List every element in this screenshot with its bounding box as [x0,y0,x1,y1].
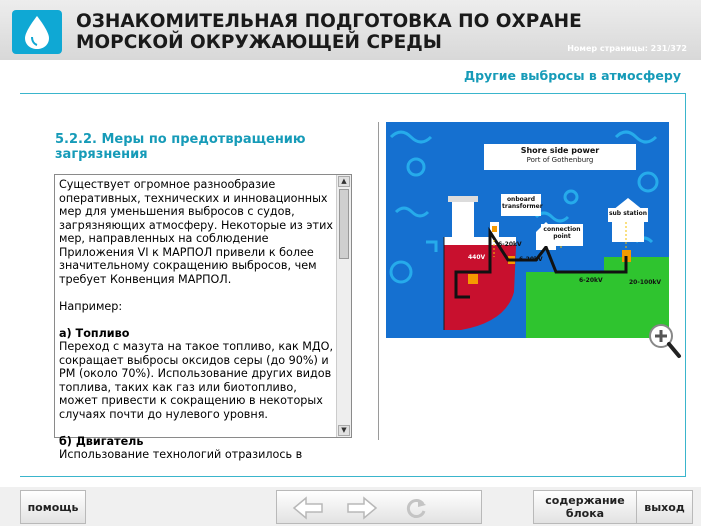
label-440v: 440V [468,254,486,261]
bottom-divider [20,476,686,477]
page-header-title [76,11,582,53]
water-drop-icon [12,10,62,54]
label-sub-station: sub station [608,210,648,217]
arrow-left-icon[interactable] [291,496,325,520]
top-divider [20,93,686,94]
figure-subtitle: Port of Gothenburg [526,156,594,164]
help-button[interactable]: помощь [20,490,86,524]
header-title-line-1: ОЗНАКОМИТЕЛЬНАЯ ПОДГОТОВКА ПО ОХРАНЕ [76,11,582,32]
zoom-in-icon[interactable] [647,322,683,360]
paragraph-example: Например: [59,299,123,313]
shore-power-illustration[interactable] [386,122,669,338]
section-title: Другие выбросы в атмосферу [463,68,681,83]
label-kv-b: 6-20kV [519,256,543,263]
footer-bar [0,487,701,526]
item-a-text: Переход с мазута на такое топливо, как МДО, сокращает выбросы оксидов серы (до 90%) и PM (около 70%). Использование других видов топлива, таких как газ или биотопливо, может привести к сокращению в некоторых случаях почти до нулевого уровня. [59,340,334,421]
header-bar [0,0,701,60]
vertical-scrollbar[interactable] [336,175,351,437]
right-divider [685,93,686,476]
scroll-down-button[interactable]: ▼ [338,425,350,436]
page-number: Номер страницы: 231/372 [567,44,687,53]
item-a-heading: а) Топливо [59,326,130,340]
scroll-up-button[interactable]: ▲ [338,176,350,187]
header-title-line-2: МОРСКОЙ ОКРУЖАЮЩЕЙ СРЕДЫ [76,32,442,53]
paragraph-intro: Существует огромное разнообразие оперативных, технических и инновационных мер для уменьшения выбросов с судов, загрязняющих атмосферу. Некоторые из этих мер, направленных на соблюдение Приложения VI к МАРПОЛ привели к более значительному сокращению выбросов, чем требует Конвенция МАРПОЛ. [59,178,333,286]
column-divider [378,122,379,440]
item-b-heading: б) Двигатель [59,434,144,448]
figure-title: Shore side power [520,146,600,155]
label-onboard-transformer: onboard transformer [502,196,543,210]
label-connection-point: connection point [543,226,581,240]
scrollable-text-panel[interactable] [54,174,352,461]
label-kv-a: 6-20kV [498,241,522,248]
contents-button[interactable]: содержание блока [533,490,637,524]
content-title: 5.2.2. Меры по предотвращению загрязнения [55,132,306,162]
label-kv-d: 20-100kV [629,279,661,286]
navigation-group [276,490,482,524]
item-b-text: Использование технологий отразилось в [59,448,303,461]
label-kv-c: 6-20kV [579,277,603,284]
arrow-right-icon[interactable] [345,496,379,520]
scroll-thumb[interactable] [339,189,349,259]
exit-button[interactable]: выход [636,490,693,524]
reload-icon[interactable] [399,496,433,520]
text-content [59,178,337,475]
